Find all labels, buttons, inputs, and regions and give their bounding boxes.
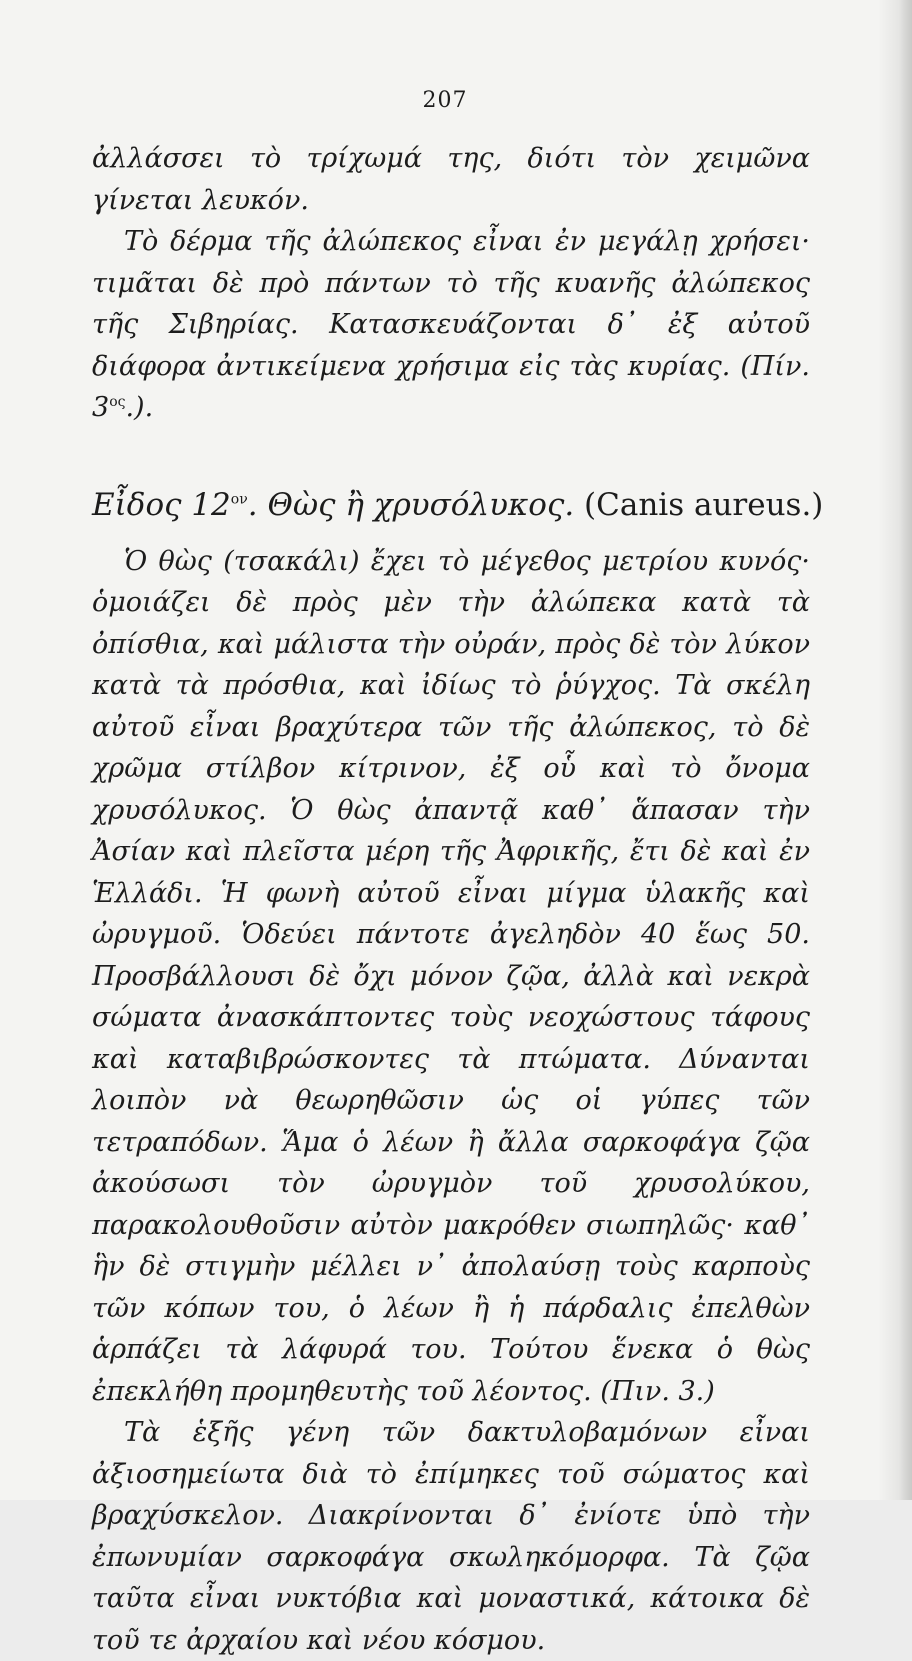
paragraph-next-genera	[92, 1412, 810, 1661]
heading-superscript: ον	[230, 491, 248, 508]
paragraph-text: Τὸ δέρμα τῆς ἀλώπεκος εἶναι ἐν μεγάλῃ χρήσει· τιμᾶται δὲ πρὸ πάντων τὸ τῆς κυανῆς ἀλώπεκος τῆς Σιβηρίας. Κατασκευάζονται δ᾽ ἐξ αὐτοῦ διάφορα ἀντικείμενα χρήσιμα εἰς τὰς κυρίας. (Πίν. 3	[92, 226, 810, 423]
paragraph-continuation	[92, 138, 810, 221]
paragraph-text-end: .).	[125, 392, 154, 423]
paragraph-text: ἀλλάσσει τὸ τρίχωμά της, διότι τὸν χειμῶνα γίνεται λευκόν.	[92, 143, 810, 216]
paragraph-jackal	[92, 541, 810, 1413]
superscript: ος	[109, 394, 126, 410]
species-heading	[92, 483, 824, 527]
paragraph-text: Τὰ ἑξῆς γένη τῶν δακτυλοβαμόνων εἶναι ἀξιοσημείωτα διὰ τὸ ἐπίμηκες τοῦ σώματος καὶ βραχύσκελον. Διακρίνονται δ᾽ ἐνίοτε ὑπὸ τὴν ἐπωνυμίαν σαρκοφάγα σκωληκόμορφα. Τὰ ζῷα ταῦτα εἶναι νυκτόβια καὶ μοναστικά, κάτοικα δὲ τοῦ τε ἀρχαίου καὶ νέου κόσμου.	[92, 1417, 810, 1656]
page-number: 207	[422, 88, 468, 113]
paragraph-fox-skin	[92, 221, 810, 429]
heading-prefix: Εἶδος 12	[92, 486, 231, 523]
paragraph-text: Ὁ θὼς (τσακάλι) ἔχει τὸ μέγεθος μετρίου κυνός· ὁμοιάζει δὲ πρὸς μὲν τὴν ἀλώπεκα κατὰ τὰ ὀπίσθια, καὶ μάλιστα τὴν οὐράν, πρὸς δὲ τὸν λύκον κατὰ τὰ πρόσθια, καὶ ἰδίως τὸ ῥύγχος. Τὰ σκέλη αὐτοῦ εἶναι βραχύτερα τῶν τῆς ἀλώπεκος, τὸ δὲ χρῶμα στίλβον κίτρινον, ἐξ οὗ καὶ τὸ ὄνομα χρυσόλυκος. Ὁ θὼς ἀπαντᾷ καθ᾽ ἅπασαν τὴν Ἀσίαν καὶ πλεῖστα μέρη τῆς Ἀφρικῆς, ἔτι δὲ καὶ ἐν Ἑλλάδι. Ἡ φωνὴ αὐτοῦ εἶναι μίγμα ὑλακῆς καὶ ὠρυγμοῦ. Ὁδεύει πάντοτε ἀγεληδὸν 40 ἕως 50. Προσβάλλουσι δὲ ὄχι μόνον ζῷα, ἀλλὰ καὶ νεκρὰ σώματα ἀνασκάπτοντες τοὺς νεοχώστους τάφους καὶ καταβιβρώσκοντες τὰ πτώματα. Δύνανται λοιπὸν νὰ θεωρηθῶσιν ὡς οἱ γύπες τῶν τετραπόδων. Ἅμα ὁ λέων ἢ ἄλλα σαρκοφάγα ζῷα ἀκούσωσι τὸν ὠρυγμὸν τοῦ χρυσολύκου, παρακολουθοῦσιν αὐτὸν μακρόθεν σιωπηλῶς· καθ᾽ ἣν δὲ στιγμὴν μέλλει ν᾽ ἀπολαύσῃ τοὺς καρποὺς τῶν κόπων του, ὁ λέων ἢ ἡ πάρδαλις ἐπελθὼν ἁρπάζει τὰ λάφυρά του. Τούτου ἕνεκα ὁ θὼς ἐπεκλήθη προμηθευτὴς τοῦ λέοντος. (Πιν. 3.)	[92, 545, 810, 1407]
page-body	[92, 138, 824, 1661]
species-name: Θὼς ἢ χρυσόλυκος.	[267, 486, 575, 523]
species-number	[92, 487, 258, 523]
page-edge-shadow	[878, 0, 912, 1500]
latin-name: (Canis aureus.)	[584, 486, 824, 523]
heading-dot: .	[247, 486, 258, 523]
